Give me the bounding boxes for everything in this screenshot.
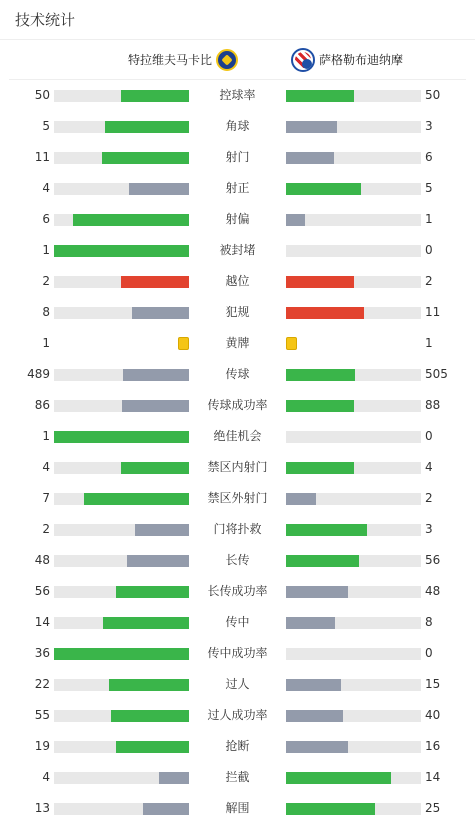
home-stat-value: 11 — [34, 150, 50, 164]
home-stat-value: 1 — [42, 429, 50, 443]
stat-label: 过人 — [225, 677, 250, 691]
away-stat-bar — [286, 555, 421, 567]
away-stat-value: 0 — [425, 243, 433, 257]
home-stat-bar — [54, 710, 189, 722]
home-stat-bar — [54, 772, 189, 784]
stat-label: 长传 — [225, 553, 250, 567]
away-stat-bar-fill — [286, 183, 361, 195]
away-stat-bar — [286, 462, 421, 474]
yellow-card-icon — [178, 337, 189, 350]
away-stat-bar — [286, 772, 421, 784]
stat-row — [0, 111, 475, 142]
home-team-name: 特拉维夫马卡比 — [127, 53, 212, 67]
away-stat-value: 8 — [425, 615, 433, 629]
stat-row — [0, 297, 475, 328]
away-stat-value: 40 — [425, 708, 441, 722]
stat-row — [0, 390, 475, 421]
away-stat-bar-fill — [286, 710, 343, 722]
yellow-card-icon — [286, 337, 297, 350]
home-stat-value: 22 — [34, 677, 50, 691]
home-stat-bar-fill — [73, 214, 189, 226]
away-stat-bar — [286, 431, 421, 443]
home-stat-bar-fill — [102, 152, 189, 164]
home-stat-value: 55 — [34, 708, 50, 722]
away-stat-bar-fill — [286, 90, 354, 102]
home-stat-bar-fill — [111, 710, 189, 722]
stat-label: 射偏 — [225, 212, 250, 226]
stat-label: 禁区外射门 — [207, 491, 268, 505]
home-stat-bar-fill — [132, 307, 189, 319]
stat-label: 解围 — [225, 801, 250, 815]
away-stat-bar-fill — [286, 679, 341, 691]
home-stat-bar-fill — [116, 586, 189, 598]
home-stat-value: 19 — [34, 739, 50, 753]
stat-row — [0, 607, 475, 638]
stat-label: 传球 — [225, 367, 250, 381]
home-stat-bar-fill — [121, 90, 189, 102]
away-stat-bar — [286, 493, 421, 505]
stats-header — [0, 0, 475, 40]
away-stat-value: 4 — [425, 460, 433, 474]
stat-row — [0, 545, 475, 576]
stat-row — [0, 142, 475, 173]
away-stat-value: 5 — [425, 181, 433, 195]
away-stat-bar-fill — [286, 276, 354, 288]
home-stat-bar-fill — [121, 276, 189, 288]
home-stat-bar — [54, 121, 189, 133]
away-stat-value: 3 — [425, 119, 433, 133]
away-stat-bar-fill — [286, 524, 367, 536]
away-stat-value: 88 — [425, 398, 441, 412]
away-stat-bar — [286, 741, 421, 753]
stat-label: 射门 — [225, 150, 250, 164]
away-stat-bar-fill — [286, 121, 337, 133]
away-stat-value: 14 — [425, 770, 441, 784]
away-stat-value: 16 — [425, 739, 441, 753]
home-stat-value: 4 — [42, 460, 50, 474]
home-stat-bar-fill — [54, 648, 189, 660]
home-stat-bar — [54, 462, 189, 474]
stat-row — [0, 328, 475, 359]
away-stat-value: 2 — [425, 274, 433, 288]
home-stat-bar — [54, 679, 189, 691]
away-stat-bar — [286, 803, 421, 815]
home-stat-bar — [54, 369, 189, 381]
stat-row — [0, 235, 475, 266]
away-stat-bar-fill — [286, 586, 348, 598]
stat-row — [0, 669, 475, 700]
stat-label: 传中成功率 — [207, 646, 268, 660]
stat-row — [0, 80, 475, 111]
home-stat-bar-fill — [135, 524, 189, 536]
away-stat-bar-fill — [286, 462, 354, 474]
stat-row — [0, 700, 475, 731]
home-stat-bar — [54, 183, 189, 195]
away-stat-value: 6 — [425, 150, 433, 164]
home-stat-value: 13 — [34, 801, 50, 815]
home-stat-bar-fill — [159, 772, 189, 784]
stat-label: 绝佳机会 — [213, 429, 262, 443]
page-title: 技术统计 — [15, 11, 76, 29]
home-stat-value: 8 — [42, 305, 50, 319]
teams-row — [9, 40, 466, 80]
stat-row — [0, 731, 475, 762]
stat-label: 被封堵 — [219, 243, 256, 257]
home-stat-bar — [54, 214, 189, 226]
stat-row — [0, 483, 475, 514]
home-stat-bar — [54, 493, 189, 505]
home-stat-bar — [54, 152, 189, 164]
away-stat-value: 2 — [425, 491, 433, 505]
away-stat-value: 56 — [425, 553, 441, 567]
stat-row — [0, 204, 475, 235]
stat-row — [0, 638, 475, 669]
away-stat-bar — [286, 183, 421, 195]
home-stat-value: 56 — [34, 584, 50, 598]
home-stat-bar-fill — [109, 679, 189, 691]
away-stat-bar — [286, 400, 421, 412]
away-stat-bar — [286, 524, 421, 536]
home-stat-value: 36 — [34, 646, 50, 660]
away-stat-value: 3 — [425, 522, 433, 536]
home-stat-bar-fill — [121, 462, 189, 474]
stat-label: 过人成功率 — [207, 708, 268, 722]
home-stat-bar-fill — [105, 121, 189, 133]
away-team-name: 萨格勒布迪纳摩 — [319, 53, 404, 67]
home-stat-value: 1 — [42, 336, 50, 350]
home-stat-value: 14 — [34, 615, 50, 629]
away-stat-bar — [286, 245, 421, 257]
stat-label: 黄牌 — [225, 336, 250, 350]
home-stat-bar-fill — [127, 555, 189, 567]
home-stat-bar-fill — [84, 493, 189, 505]
home-stat-value: 4 — [42, 770, 50, 784]
home-stat-value: 2 — [42, 274, 50, 288]
stat-row — [0, 514, 475, 545]
dinamo-zagreb-crest-icon — [291, 48, 315, 72]
away-stat-value: 505 — [425, 367, 448, 381]
home-stat-bar — [54, 400, 189, 412]
away-stat-bar — [286, 369, 421, 381]
away-stat-bar-fill — [286, 152, 334, 164]
stat-label: 禁区内射门 — [207, 460, 268, 474]
away-stat-value: 1 — [425, 212, 433, 226]
stat-row — [0, 452, 475, 483]
home-stat-bar-fill — [143, 803, 189, 815]
home-stat-value: 6 — [42, 212, 50, 226]
home-stat-value: 1 — [42, 243, 50, 257]
home-stat-bar — [54, 431, 189, 443]
stat-label: 长传成功率 — [207, 584, 268, 598]
home-stat-bar-fill — [129, 183, 189, 195]
away-stat-bar-fill — [286, 493, 316, 505]
home-stat-bar-fill — [123, 369, 189, 381]
away-stat-bar — [286, 307, 421, 319]
home-stat-bar — [54, 741, 189, 753]
home-stat-bar — [54, 555, 189, 567]
stat-row — [0, 359, 475, 390]
stat-row — [0, 576, 475, 607]
stat-label: 拦截 — [225, 770, 250, 784]
away-stat-bar-fill — [286, 307, 364, 319]
home-stat-value: 4 — [42, 181, 50, 195]
away-stat-bar — [286, 214, 421, 226]
maccabi-tel-aviv-crest-icon — [216, 49, 238, 71]
away-stat-bar-fill — [286, 772, 391, 784]
away-stat-bar-fill — [286, 214, 305, 226]
home-stat-value: 5 — [42, 119, 50, 133]
home-stat-bar — [54, 307, 189, 319]
away-stat-value: 25 — [425, 801, 441, 815]
away-stat-value: 48 — [425, 584, 441, 598]
away-stat-value: 1 — [425, 336, 433, 350]
stat-row — [0, 421, 475, 452]
stat-label: 射正 — [225, 181, 250, 195]
away-stat-value: 50 — [425, 88, 441, 102]
away-stat-bar-fill — [286, 741, 348, 753]
stat-label: 传球成功率 — [207, 398, 268, 412]
home-stat-value: 489 — [27, 367, 50, 381]
home-stat-value: 50 — [34, 88, 50, 102]
away-stat-bar — [286, 710, 421, 722]
away-stat-bar-fill — [286, 555, 359, 567]
away-stat-bar-fill — [286, 400, 354, 412]
away-stat-bar — [286, 648, 421, 660]
home-stat-bar — [54, 617, 189, 629]
stat-label: 角球 — [225, 119, 250, 133]
stat-label: 越位 — [225, 274, 250, 288]
away-stat-bar — [286, 586, 421, 598]
away-stat-value: 11 — [425, 305, 441, 319]
home-stat-bar — [54, 803, 189, 815]
away-stat-bar-fill — [286, 617, 335, 629]
home-stat-bar — [54, 586, 189, 598]
stat-row — [0, 266, 475, 297]
home-stat-value: 7 — [42, 491, 50, 505]
away-stat-value: 15 — [425, 677, 441, 691]
away-stat-bar — [286, 152, 421, 164]
home-team — [9, 49, 238, 71]
stat-label: 门将扑救 — [213, 522, 262, 536]
home-stat-bar — [54, 276, 189, 288]
away-stat-bar-fill — [286, 369, 355, 381]
home-stat-value: 2 — [42, 522, 50, 536]
stat-row — [0, 173, 475, 204]
away-stat-value: 0 — [425, 429, 433, 443]
away-stat-bar-fill — [286, 803, 375, 815]
stat-label: 控球率 — [219, 88, 256, 102]
away-team — [238, 48, 466, 72]
home-stat-bar — [54, 245, 189, 257]
away-stat-bar — [286, 276, 421, 288]
away-stat-bar — [286, 121, 421, 133]
home-stat-bar — [54, 90, 189, 102]
stat-label: 犯规 — [225, 305, 250, 319]
stat-row — [0, 762, 475, 793]
stat-label: 抢断 — [225, 739, 250, 753]
home-stat-bar-fill — [116, 741, 189, 753]
away-stat-bar — [286, 617, 421, 629]
away-stat-value: 0 — [425, 646, 433, 660]
home-stat-bar — [54, 524, 189, 536]
home-stat-bar-fill — [54, 431, 189, 443]
away-stat-bar — [286, 90, 421, 102]
stat-label: 传中 — [225, 615, 250, 629]
home-stat-bar-fill — [103, 617, 189, 629]
home-stat-value: 48 — [34, 553, 50, 567]
home-stat-bar-fill — [122, 400, 189, 412]
home-stat-bar — [54, 648, 189, 660]
stat-row — [0, 793, 475, 824]
home-stat-bar-fill — [54, 245, 189, 257]
away-stat-bar — [286, 679, 421, 691]
home-stat-value: 86 — [34, 398, 50, 412]
